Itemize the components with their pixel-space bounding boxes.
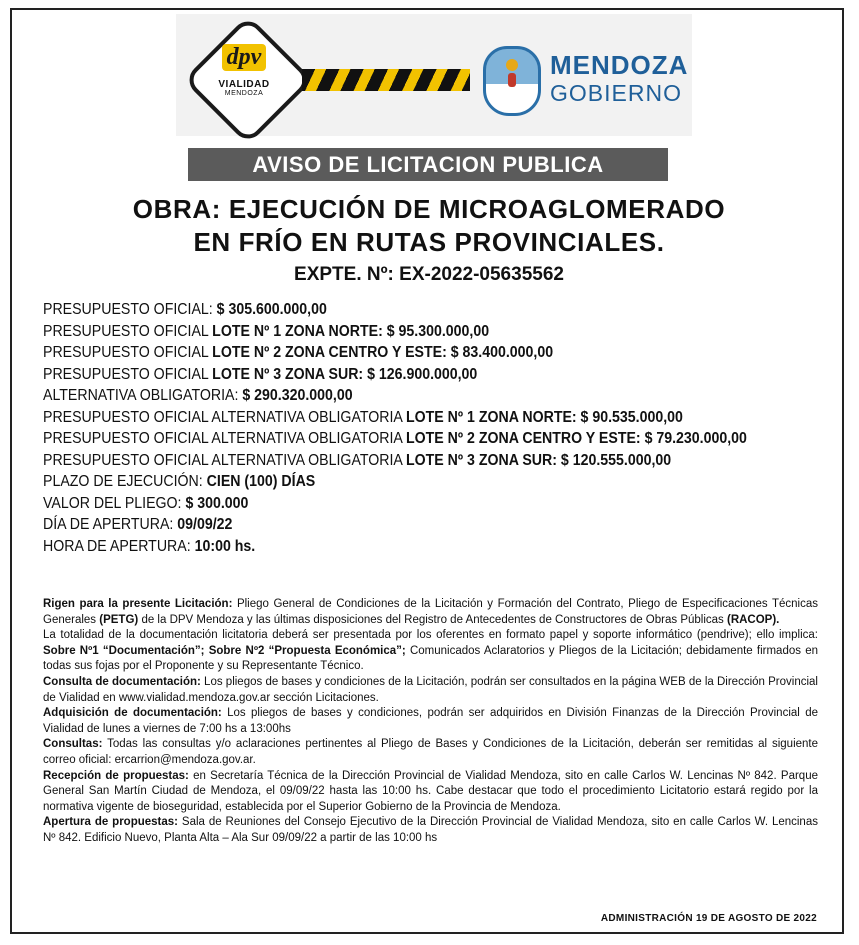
- budget-value: CIEN (100) DÍAS: [206, 473, 316, 490]
- logo-band: [176, 14, 692, 136]
- dpv-logo: [196, 44, 292, 97]
- budget-line: [43, 299, 770, 321]
- budget-line: [43, 536, 770, 558]
- file-number: EXPTE. Nº: EX-2022-05635562: [294, 264, 564, 285]
- budget-label: PRESUPUESTO OFICIAL:: [43, 301, 217, 318]
- paragraph-rules: Rigen para la presente Licitación: Pliego General de Condiciones de la Licitación y Formación del Contrato, Pliego de Especificaciones Técnicas Generales (PETG) de la DPV Mendoza y las últimas disposiciones del Registro de Antecedentes de Constructores de Obras Públicas (RACOP).: [43, 598, 818, 626]
- budget-label: DÍA DE APERTURA:: [43, 516, 178, 533]
- gov-logo-line1: MENDOZA: [550, 50, 689, 80]
- budget-label: ALTERNATIVA OBLIGATORIA:: [43, 387, 243, 404]
- budget-value: LOTE Nº 2 ZONA CENTRO Y ESTE: $ 83.400.000,00: [212, 344, 554, 361]
- dpv-logo-mark: dpv: [222, 44, 267, 71]
- budget-label: PRESUPUESTO OFICIAL ALTERNATIVA OBLIGATORIA: [43, 408, 406, 426]
- budget-value: LOTE Nº 2 ZONA CENTRO Y ESTE: $ 79.230.000,00: [405, 430, 747, 447]
- budget-line: [43, 321, 770, 343]
- budget-label: PRESUPUESTO OFICIAL: [43, 322, 213, 340]
- budget-value: $ 290.320.000,00: [242, 387, 353, 404]
- budget-label: PRESUPUESTO OFICIAL ALTERNATIVA OBLIGATORIA: [43, 451, 406, 469]
- budget-label: PRESUPUESTO OFICIAL ALTERNATIVA OBLIGATORIA: [43, 430, 406, 447]
- budget-line: [43, 493, 770, 515]
- project-title-line2: EN FRÍO EN RUTAS PROVINCIALES.: [193, 227, 665, 257]
- budget-value: 09/09/22: [177, 516, 233, 533]
- sun-icon: [506, 59, 518, 71]
- budget-value: $ 305.600.000,00: [216, 301, 327, 318]
- budget-value: LOTE Nº 3 ZONA SUR: $ 120.555.000,00: [405, 451, 672, 469]
- budget-value: 10:00 hs.: [194, 537, 256, 555]
- paragraph-queries: Consultas: Todas las consultas y/o aclaraciones pertinentes al Pliego de Bases y Condiciones de la Licitación, deberán ser remitidas al siguiente correo oficial: ercarrion@mendoza.gov.ar.: [43, 738, 818, 766]
- phrygian-cap-icon: [508, 73, 516, 87]
- notice-banner: AVISO DE LICITACION PUBLICA: [188, 148, 668, 181]
- dpv-logo-line1: VIALIDAD: [218, 79, 270, 90]
- mendoza-shield-icon: [483, 46, 541, 116]
- budget-label: PLAZO DE EJECUCIÓN:: [43, 473, 207, 490]
- budget-value: LOTE Nº 1 ZONA NORTE: $ 95.300.000,00: [212, 322, 490, 340]
- budget-line: [43, 450, 770, 472]
- gov-logo-line2: GOBIERNO: [550, 80, 682, 106]
- project-title-line1: OBRA: EJECUCIÓN DE MICROAGLOMERADO: [132, 194, 726, 224]
- hazard-stripes: [302, 69, 470, 91]
- budget-label: PRESUPUESTO OFICIAL: [43, 344, 213, 361]
- budget-line: [43, 514, 770, 536]
- conditions-text: [43, 597, 818, 847]
- project-title: [30, 193, 828, 259]
- paragraph-consultation: Consulta de documentación: Los pliegos de bases y condiciones de la Licitación, podrán ser consultados en la página WEB de la Dirección Provincial de Vialidad en www.vialidad.mendoza.gov.ar sección Licitaciones.: [43, 675, 818, 704]
- budget-label: HORA DE APERTURA:: [43, 537, 195, 555]
- paragraph-reception: Recepción de propuestas: en Secretaría Técnica de la Dirección Provincial de Vialidad Mendoza, sito en calle Carlos W. Lencinas Nº 842. Parque General San Martín Ciudad de Mendoza, el 09/09/22 hasta las 10:00 hs. Cabe destacar que todo el procedimiento Licitatorio estará regido por la normativa vigente de bioseguridad, establecida por el Superior Gobierno de la Provincia de Mendoza.: [43, 769, 818, 813]
- budget-list: [43, 299, 770, 557]
- budget-label: VALOR DEL PLIEGO:: [43, 494, 186, 512]
- budget-line: [43, 407, 770, 429]
- budget-line: [43, 385, 770, 407]
- budget-value: $ 300.000: [185, 494, 249, 512]
- budget-line: [43, 471, 770, 493]
- budget-value: LOTE Nº 3 ZONA SUR: $ 126.900.000,00: [212, 365, 478, 383]
- dpv-logo-line2: MENDOZA: [224, 90, 264, 97]
- paragraph-opening: Apertura de propuestas: Sala de Reuniones del Consejo Ejecutivo de la Dirección Provincial de Vialidad Mendoza, sito en calle Carlos W. Lencinas Nº 842. Edificio Nuevo, Planta Alta – Ala Sur 09/09/22 a partir de las 10:00 hs: [43, 816, 818, 844]
- budget-line: [43, 428, 770, 450]
- budget-line: [43, 364, 770, 386]
- paragraph-acquisition: Adquisición de documentación: Los pliegos de bases y condiciones, podrán ser adquiridos en División Finanzas de la Dirección Provincial de Vialidad de lunes a viernes de 7:00 hs a 13:00hs: [43, 707, 818, 735]
- budget-line: [43, 342, 770, 364]
- budget-value: LOTE Nº 1 ZONA NORTE: $ 90.535.000,00: [405, 408, 683, 426]
- budget-label: PRESUPUESTO OFICIAL: [43, 365, 213, 383]
- footer-signature: ADMINISTRACIÓN 19 DE AGOSTO DE 2022: [600, 913, 817, 924]
- paragraph-documentation: La totalidad de la documentación licitatoria deberá ser presentada por los oferentes en formato papel y soporte informático (pendrive); ello implica: Sobre Nº1 “Documentación”; Sobre Nº2 “Propuesta Económica”; Comunicados Aclaratorios y Pliegos de la Licitación; debidamente firmados en todas sus fojas por el Proponente y su Representante Técnico.: [43, 629, 818, 673]
